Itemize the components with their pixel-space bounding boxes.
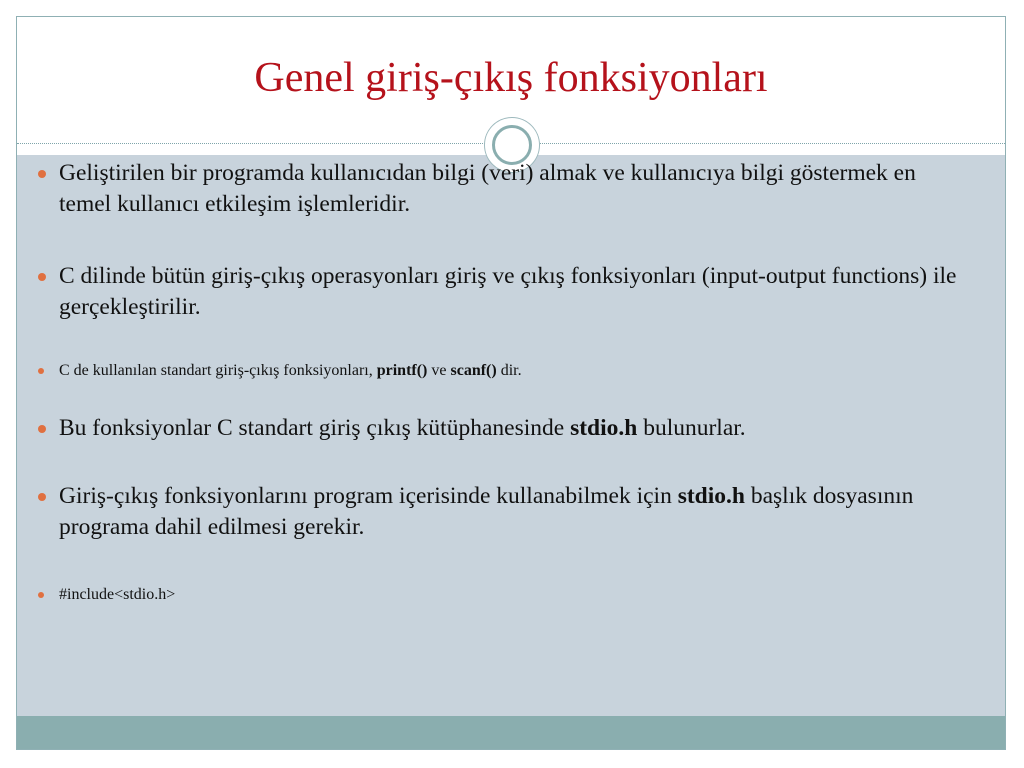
bullet-dot-icon [38, 592, 44, 598]
slide-title: Genel giriş-çıkış fonksiyonları [254, 55, 768, 101]
bullet-dot-icon [38, 368, 44, 374]
bullet-text-pre: C de kullanılan standart giriş-çıkış fonksiyonları, [59, 362, 377, 379]
scanf-keyword: scanf() [450, 362, 497, 379]
bullet-text-pre: Giriş-çıkış fonksiyonlarını program içerisinde kullanabilmek için [59, 483, 678, 509]
bullet-list [38, 158, 958, 606]
bullet-dot-icon [38, 170, 46, 178]
printf-keyword: printf() [376, 362, 428, 379]
bullet-item-3 [38, 360, 958, 382]
stdio-header-keyword: stdio.h [677, 483, 745, 509]
bullet-text-mid: ve [427, 362, 451, 379]
bullet-text-post: dir. [496, 362, 522, 379]
bullet-text: C dilinde bütün giriş-çıkış operasyonları giriş ve çıkış fonksiyonları (input-output functions) ile gerçekleştirilir. [59, 263, 957, 320]
bullet-text-post: başlık dosyasının programa dahil edilmesi gerekir. [59, 483, 914, 540]
bullet-item-6 [38, 584, 958, 606]
bullet-item-2 [38, 261, 958, 323]
bullet-item-4 [38, 413, 958, 444]
bullet-dot-icon [38, 425, 46, 433]
bullet-dot-icon [38, 493, 46, 501]
bullet-dot-icon [38, 273, 46, 281]
include-directive: #include<stdio.h> [59, 586, 176, 603]
bullet-text-pre: Bu fonksiyonlar C standart giriş çıkış kütüphanesinde [59, 415, 571, 441]
bullet-item-1 [38, 158, 958, 220]
footer-band [17, 716, 1005, 749]
bullet-text: Geliştirilen bir programda kullanıcıdan bilgi (veri) almak ve kullanıcıya bilgi göstermek en temel kullanıcı etkileşim işlemleridir. [59, 160, 916, 217]
stdio-header-keyword: stdio.h [570, 415, 638, 441]
bullet-item-5 [38, 481, 958, 543]
bullet-text-post: bulunurlar. [637, 415, 746, 441]
